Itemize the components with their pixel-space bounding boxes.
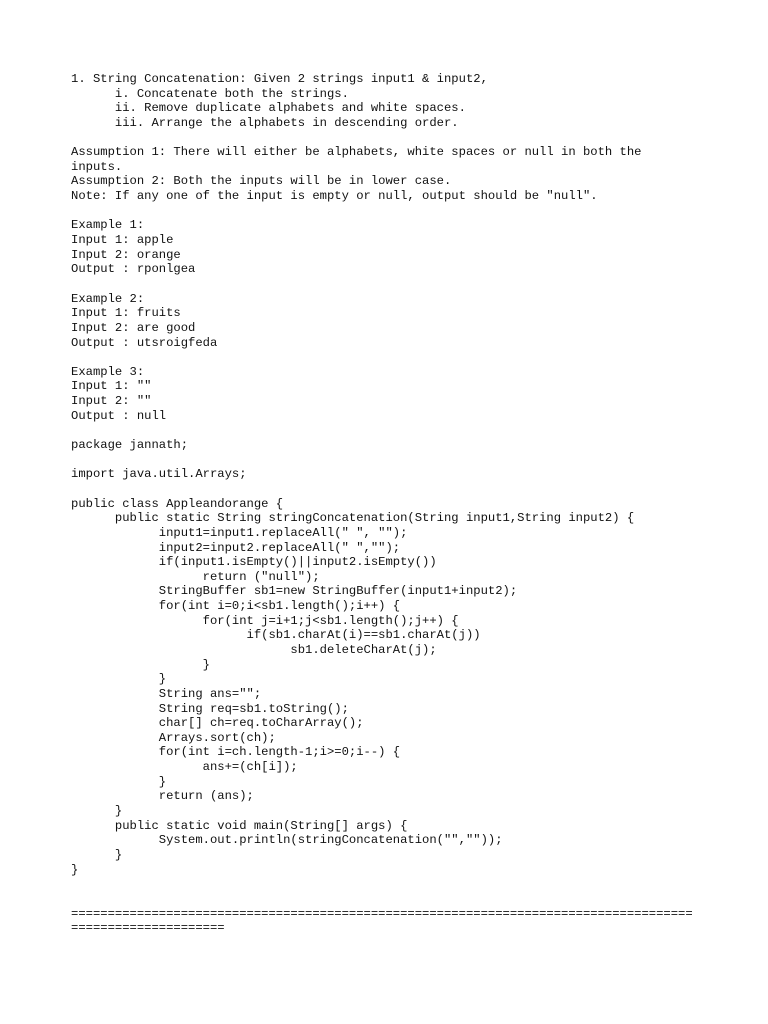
text-line: i. Concatenate both the strings. [71,86,349,101]
text-line: } [71,657,210,672]
text-line: } [71,804,123,819]
text-line: Output : null [71,408,167,423]
text-line: inputs. [71,159,123,174]
blank-line [71,453,711,468]
text-line: for(int j=i+1;j<sb1.length();j++) { [71,613,459,628]
blank-line [71,482,711,497]
text-line: } [71,847,123,862]
text-line: } [71,862,79,877]
text-line: Output : utsroigfeda [71,335,218,350]
text-line: Input 2: "" [71,394,152,409]
blank-line [71,892,711,907]
text-line: if(input1.isEmpty()||input2.isEmpty()) [71,555,437,570]
text-line: public static String stringConcatenation(String input1,String input2) { [71,511,635,526]
blank-line [71,277,711,292]
text-line: String ans=""; [71,686,262,701]
text-line: Assumption 1: There will either be alphabets, white spaces or null in both the [71,145,642,160]
text-line: package jannath; [71,438,189,453]
text-line: Example 1: [71,218,145,233]
text-line: Input 1: apple [71,233,174,248]
text-line: return ("null"); [71,569,320,584]
text-line: ans+=(ch[i]); [71,760,298,775]
text-line: for(int i=0;i<sb1.length();i++) { [71,599,401,614]
text-line: Example 3: [71,364,145,379]
text-line: Output : rponlgea [71,262,196,277]
blank-line [71,350,711,365]
blank-line [71,131,711,146]
blank-line [71,877,711,892]
text-line: ===================================================================================== [71,906,693,921]
text-line: public class Appleandorange { [71,496,284,511]
text-line: Input 1: "" [71,379,152,394]
text-line: sb1.deleteCharAt(j); [71,642,437,657]
text-line: Input 2: orange [71,247,181,262]
text-line: StringBuffer sb1=new StringBuffer(input1+input2); [71,584,518,599]
text-line: String req=sb1.toString(); [71,701,349,716]
text-line: Assumption 2: Both the inputs will be in lower case. [71,174,452,189]
text-line: ===================== [71,921,225,936]
text-line: iii. Arrange the alphabets in descending order. [71,115,459,130]
text-line: Input 2: are good [71,320,196,335]
text-line: Input 1: fruits [71,306,181,321]
text-line: ii. Remove duplicate alphabets and white spaces. [71,101,466,116]
text-line: if(sb1.charAt(i)==sb1.charAt(j)) [71,628,481,643]
document-page [71,72,711,936]
blank-line [71,423,711,438]
text-line: input2=input2.replaceAll(" ",""); [71,540,401,555]
text-line: } [71,774,167,789]
blank-line [71,204,711,219]
text-line: input1=input1.replaceAll(" ", ""); [71,525,408,540]
text-line: import java.util.Arrays; [71,467,247,482]
text-line: Note: If any one of the input is empty or null, output should be "null". [71,189,598,204]
text-line: for(int i=ch.length-1;i>=0;i--) { [71,745,401,760]
text-line: 1. String Concatenation: Given 2 strings input1 & input2, [71,72,488,86]
text-line: return (ans); [71,789,254,804]
text-line: char[] ch=req.toCharArray(); [71,716,364,731]
text-line: System.out.println(stringConcatenation("","")); [71,833,503,848]
text-line: Arrays.sort(ch); [71,730,276,745]
text-line: public static void main(String[] args) { [71,818,408,833]
text-line: Example 2: [71,291,145,306]
text-line: } [71,672,167,687]
